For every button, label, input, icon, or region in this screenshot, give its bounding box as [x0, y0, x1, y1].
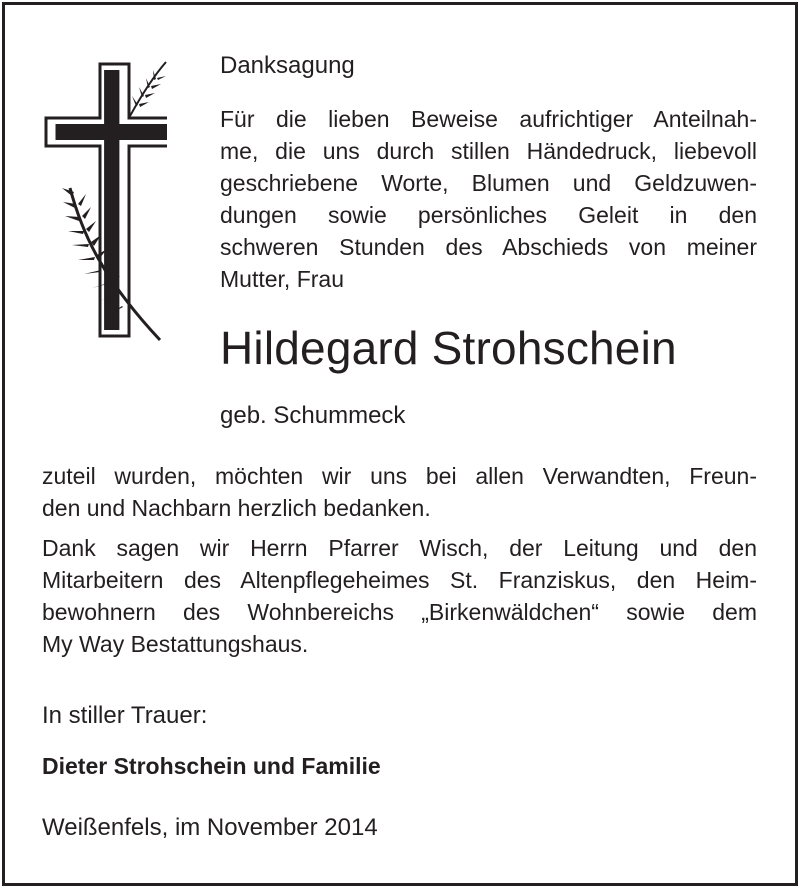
place-date: Weißenfels, im November 2014 [42, 814, 378, 841]
thanks-line: zuteil wurden, möchten wir uns bei allen Verwandten, Freun- [42, 463, 757, 489]
intro-line: Für die lieben Beweise aufrichtiger Anteilnah- [220, 106, 757, 132]
intro-line: me, die uns durch stillen Händedruck, liebevoll [220, 138, 757, 164]
intro-line: dungen sowie persönliches Geleit in den [220, 202, 757, 228]
birth-name: geb. Schummeck [220, 402, 406, 429]
special-thanks-line: bewohnern des Wohnbereichs „Birkenwäldchen“ sowie dem [42, 599, 757, 625]
intro-line: schweren Stunden des Abschieds von meiner [220, 234, 757, 260]
thanks-line: den und Nachbarn herzlich bedanken. [42, 495, 431, 521]
notice-title: Danksagung [220, 52, 355, 79]
special-thanks-line: Mitarbeitern des Altenpflegeheimes St. Franziskus, den Heim- [42, 567, 757, 593]
intro-line: Mutter, Frau [220, 266, 344, 292]
mourning-label: In stiller Trauer: [42, 702, 208, 729]
intro-line: geschriebene Worte, Blumen und Geldzuwen- [220, 170, 757, 196]
deceased-name: Hildegard Strohschein [220, 322, 677, 374]
cross-with-palm-icon [42, 58, 167, 343]
special-thanks-paragraph [42, 532, 757, 660]
intro-paragraph [220, 103, 757, 295]
special-thanks-line: My Way Bestattungshaus. [42, 631, 309, 657]
special-thanks-line: Dank sagen wir Herrn Pfarrer Wisch, der Leitung und den [42, 535, 757, 561]
family-signature: Dieter Strohschein und Familie [42, 753, 381, 779]
thanks-paragraph [42, 460, 757, 524]
